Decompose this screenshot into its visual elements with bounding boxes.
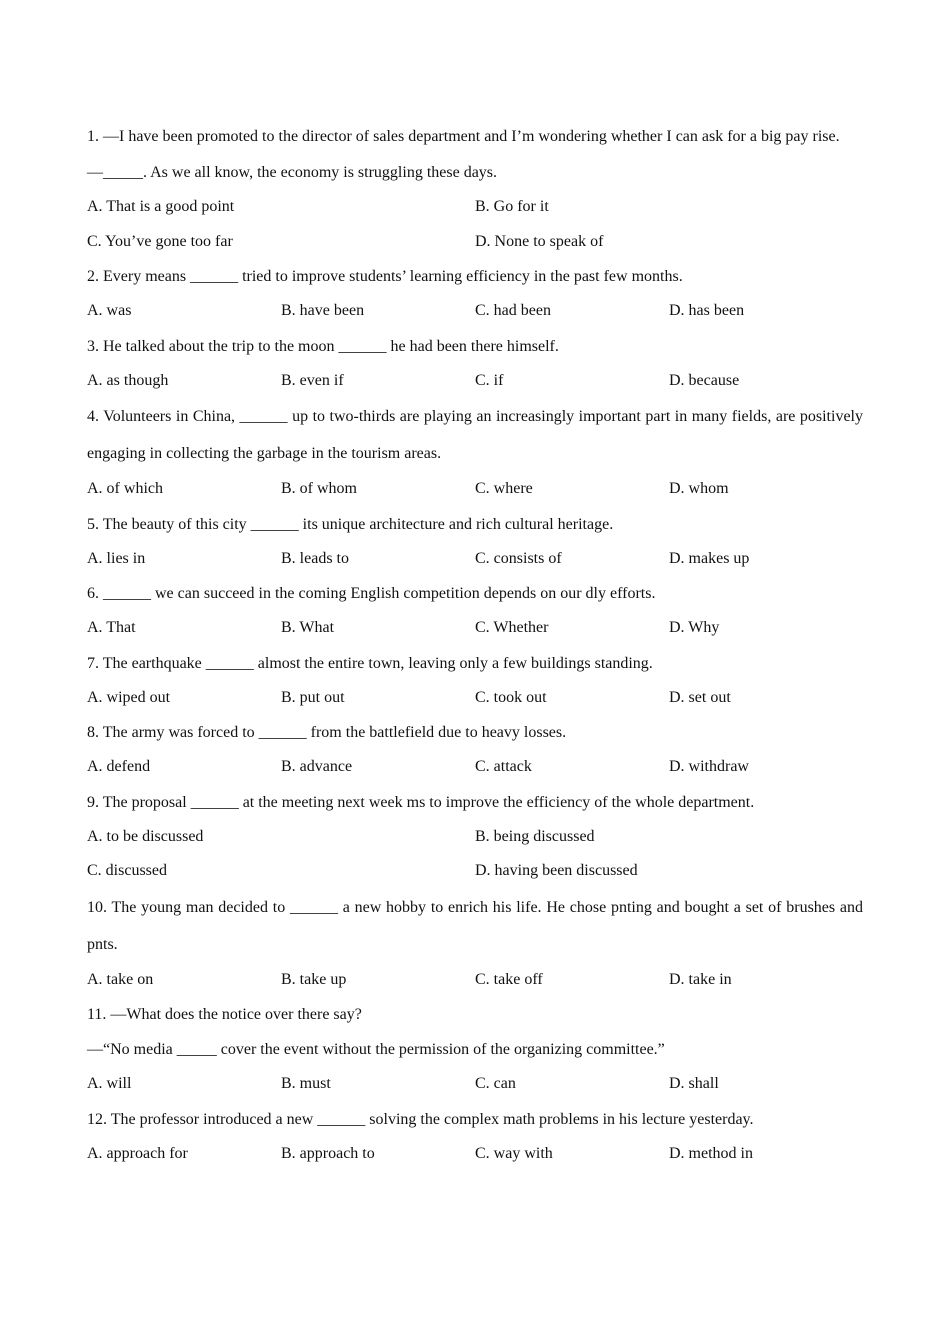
option-b: B. advance [281,758,353,775]
option-group [87,542,863,577]
option-a: A. to be discussed [87,827,204,845]
option-d: D. whom [669,480,729,497]
option-b: B. even if [281,371,344,389]
option-c: C. can [475,1075,516,1092]
question-stem: 12. The professor introduced a new ______ solving the complex math problems in his lecture yesterday. [87,1110,754,1128]
question-stem: 7. The earthquake ______ almost the entire town, leaving only a few buildings standing. [87,654,653,672]
option-a: A. approach for [87,1144,188,1162]
option-a: A. That [87,619,136,636]
option-a: A. was [87,302,132,319]
option-c: C. You’ve gone too far [87,232,233,250]
option-b: B. Go for it [475,198,549,215]
option-c: C. attack [475,758,532,775]
question-5 [87,507,863,577]
option-group [87,294,863,329]
option-group [87,681,863,716]
question-stem: 9. The proposal ______ at the meeting next week ms to improve the efficiency of the whole department. [87,793,755,811]
option-d: D. makes up [669,549,750,567]
question-12 [87,1102,863,1172]
option-group [87,190,863,259]
option-b: B. being discussed [475,827,595,845]
option-a: A. as though [87,371,169,389]
option-d: D. method in [669,1144,753,1162]
option-b: B. have been [281,302,365,319]
question-stem: 1. —I have been promoted to the director of sales department and I’m wondering whether I can ask for a big pay rise. [87,128,840,145]
question-2 [87,259,863,329]
option-d: D. because [669,371,740,389]
option-c: C. take off [475,970,543,988]
question-stem: 8. The army was forced to ______ from the battlefield due to heavy losses. [87,724,567,741]
option-group [87,750,863,785]
option-b: B. must [281,1075,331,1092]
question-list [87,118,863,1171]
option-a: A. wiped out [87,688,171,706]
option-a: A. of which [87,480,163,497]
question-stem: 3. He talked about the trip to the moon ______ he had been there himself. [87,337,559,355]
question-reply: —“No media _____ cover the event without the permission of the organizing committee.” [87,1041,665,1058]
question-stem: 5. The beauty of this city ______ its unique architecture and rich cultural heritage. [87,515,614,533]
question-6 [87,576,863,646]
question-stem: 10. The young man decided to ______ a new hobby to enrich his life. He chose pnting and bought a set of brushes and pnts. [87,898,863,953]
option-a: A. That is a good point [87,198,235,215]
option-group [87,364,863,399]
option-d: D. shall [669,1075,719,1092]
question-stem: 6. ______ we can succeed in the coming English competition depends on our dly efforts. [87,585,656,602]
option-d: D. None to speak of [475,232,604,250]
option-b: B. take up [281,970,347,988]
option-c: C. where [475,480,533,497]
option-group [87,1137,863,1172]
question-1 [87,118,863,259]
option-b: B. What [281,619,335,636]
option-d: D. has been [669,302,745,319]
option-c: C. way with [475,1144,553,1162]
option-group [87,472,863,507]
option-d: D. set out [669,688,731,706]
option-c: C. discussed [87,862,167,879]
option-b: B. of whom [281,480,357,497]
option-d: D. having been discussed [475,862,638,879]
option-a: A. lies in [87,549,146,567]
option-c: C. if [475,371,504,389]
question-stem: 4. Volunteers in China, ______ up to two-thirds are playing an increasingly important part in many fields, are positively engaging in collecting the garbage in the tourism areas. [87,408,863,462]
option-d: D. take in [669,970,732,988]
option-b: B. leads to [281,549,349,567]
option-d: D. withdraw [669,758,749,775]
question-11 [87,997,863,1102]
question-4 [87,398,863,507]
question-9 [87,785,863,889]
option-c: C. took out [475,688,547,706]
option-group [87,820,863,889]
option-a: A. will [87,1075,132,1092]
option-c: C. Whether [475,619,549,636]
question-reply: —_____. As we all know, the economy is struggling these days. [87,164,498,181]
option-group [87,1067,863,1102]
option-c: C. had been [475,302,551,319]
option-d: D. Why [669,619,720,636]
option-a: A. defend [87,758,151,775]
option-c: C. consists of [475,549,562,567]
question-8 [87,715,863,785]
question-stem: 2. Every means ______ tried to improve students’ learning efficiency in the past few months. [87,268,683,285]
option-b: B. approach to [281,1144,375,1162]
option-b: B. put out [281,688,345,706]
question-10 [87,889,863,998]
question-stem: 11. —What does the notice over there say? [87,1006,362,1023]
question-7 [87,646,863,716]
option-group [87,963,863,998]
option-group [87,611,863,646]
option-a: A. take on [87,970,154,988]
question-3 [87,329,863,399]
